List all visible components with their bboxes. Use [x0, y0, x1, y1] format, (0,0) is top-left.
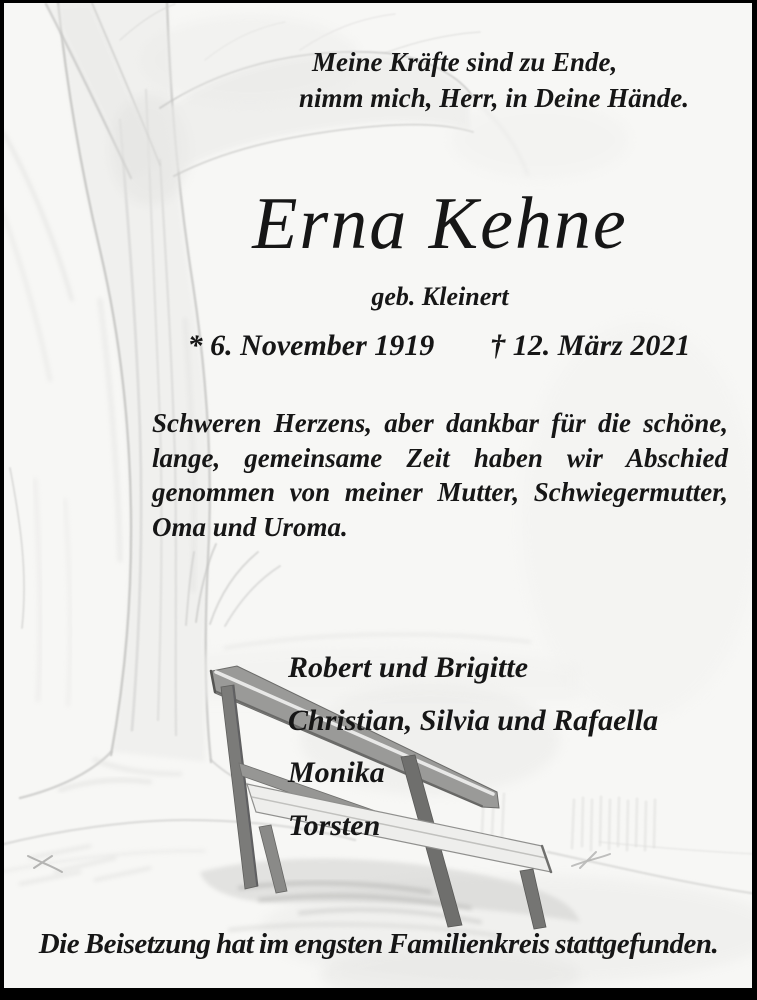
- mourners-list: [288, 642, 658, 852]
- death-date: † 12. März 2021: [490, 329, 691, 362]
- maiden-name: geb. Kleinert: [371, 282, 509, 311]
- mourner-line: Christian, Silvia und Rafaella: [288, 703, 659, 737]
- verse-block: [299, 44, 689, 116]
- obituary-paragraph: [152, 406, 728, 544]
- mourner-line: Monika: [288, 756, 385, 789]
- deceased-name: Erna Kehne: [252, 183, 628, 265]
- mourner-line: Torsten: [288, 808, 381, 842]
- obituary-line: genommen von meiner Mutter, Schwiegermutter,: [152, 477, 728, 507]
- life-dates: [152, 329, 726, 363]
- closing-line: Die Beisetzung hat im engsten Familienkreis stattgefunden.: [38, 928, 719, 960]
- obituary-line: Schweren Herzens, aber dankbar für die schöne,: [152, 408, 728, 438]
- obituary-line: Oma und Uroma.: [152, 511, 348, 542]
- obituary-line: lange, gemeinsame Zeit haben wir Abschied: [152, 442, 728, 473]
- mourner-line: Robert und Brigitte: [288, 651, 529, 684]
- verse-line-1: Meine Kräfte sind zu Ende,: [312, 47, 618, 77]
- verse-line-2: nimm mich, Herr, in Deine Hände.: [299, 83, 690, 113]
- birth-date: * 6. November 1919: [187, 329, 435, 362]
